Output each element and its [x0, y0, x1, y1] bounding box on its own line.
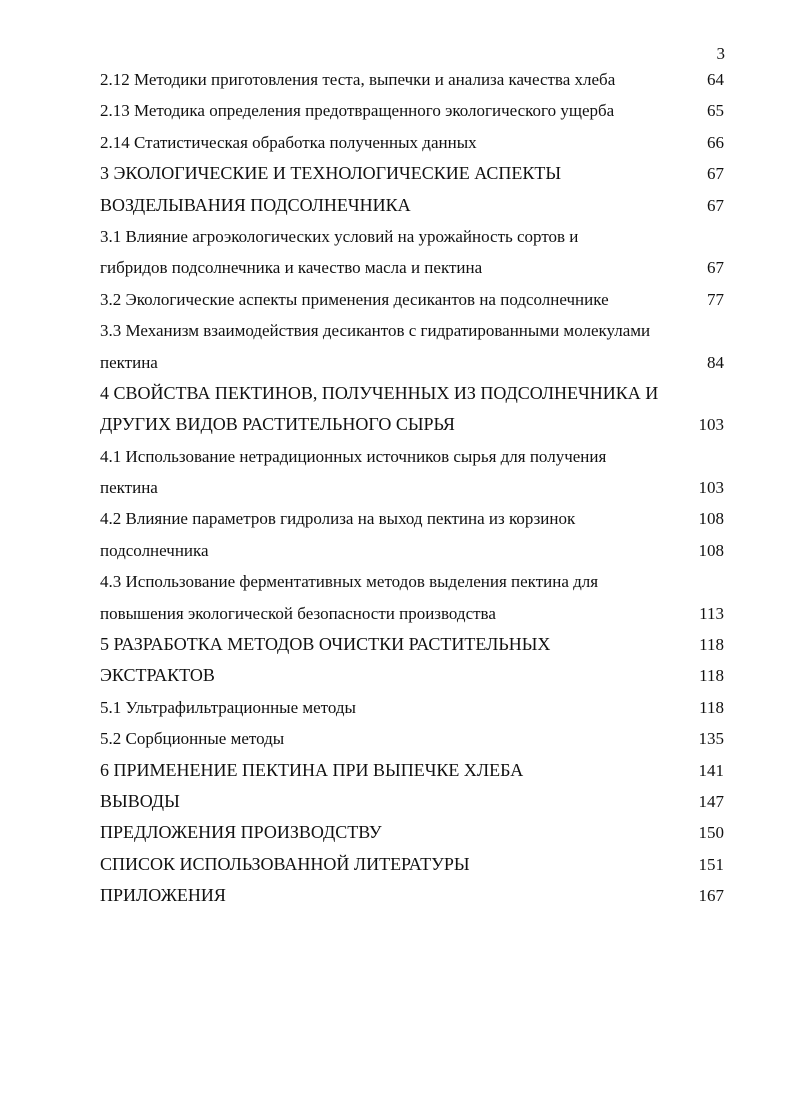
toc-entry-title: 3.2 Экологические аспекты применения десикантов на подсолнечнике: [100, 289, 609, 309]
toc-entry: [100, 127, 724, 158]
toc-entry-page: 103: [698, 415, 724, 435]
toc-entry: [100, 315, 724, 346]
toc-entry-page: 65: [707, 101, 724, 121]
toc-entry-title: 5.1 Ультрафильтрационные методы: [100, 697, 356, 717]
toc-entry: [100, 817, 724, 848]
toc-entry-title: гибридов подсолнечника и качество масла и пектина: [100, 258, 483, 278]
toc-entry-page: 77: [707, 289, 724, 309]
toc-entry: [100, 378, 724, 409]
toc-entry-title: пектина: [100, 478, 158, 498]
toc-entry-title: ПРИЛОЖЕНИЯ: [100, 885, 226, 906]
toc-entry: [100, 347, 724, 378]
toc-entry-title: ДРУГИХ ВИДОВ РАСТИТЕЛЬНОГО СЫРЬЯ: [100, 414, 455, 435]
toc-entry-title: 2.12 Методики приготовления теста, выпечки и анализа качества хлеба: [100, 70, 616, 89]
toc-entry-title: ЭКСТРАКТОВ: [100, 665, 215, 686]
toc-entry-page: 108: [698, 540, 724, 560]
toc-entry-page: 147: [698, 791, 724, 811]
toc-entry: [100, 441, 724, 472]
toc-entry-page: 151: [698, 854, 724, 874]
toc-entry-title: ВОЗДЕЛЫВАНИЯ ПОДСОЛНЕЧНИКА: [100, 194, 411, 215]
toc-entry: [100, 660, 724, 691]
toc-entry-title: подсолнечника: [100, 540, 209, 560]
toc-entry-page: 167: [698, 886, 724, 906]
toc-entry-page: 67: [707, 164, 724, 184]
toc-entry-page: 66: [707, 132, 724, 152]
toc-entry-page: 135: [698, 729, 724, 749]
toc-entry-page: 118: [699, 635, 724, 655]
toc-entry-page: 118: [699, 666, 724, 686]
toc-entry-page: 150: [698, 823, 724, 843]
toc-entry: [100, 284, 724, 315]
toc-entry: [100, 409, 724, 440]
toc-entry-title: 4.1 Использование нетрадиционных источников сырья для получения: [100, 446, 607, 466]
toc-entry: [100, 692, 724, 723]
toc-entry: [100, 158, 724, 189]
toc-entry-title: 5 РАЗРАБОТКА МЕТОДОВ ОЧИСТКИ РАСТИТЕЛЬНЫХ: [100, 634, 551, 655]
toc-entry: [100, 64, 724, 95]
toc-entry-title: 3 ЭКОЛОГИЧЕСКИЕ И ТЕХНОЛОГИЧЕСКИЕ АСПЕКТЫ: [100, 163, 562, 184]
toc-entry: [100, 95, 724, 126]
toc-entry: [100, 566, 724, 597]
toc-entry-title: пектина: [100, 352, 158, 372]
toc-entry-title: 4 СВОЙСТВА ПЕКТИНОВ, ПОЛУЧЕННЫХ ИЗ ПОДСОЛНЕЧНИКА И: [100, 382, 659, 403]
toc-entry: [100, 755, 724, 786]
toc-entry-page: 108: [698, 509, 724, 529]
toc-entry-title: 5.2 Сорбционные методы: [100, 729, 285, 749]
toc-entry: [100, 472, 724, 503]
toc-entry: [100, 723, 724, 754]
toc-entry: [100, 598, 724, 629]
toc-entry-page: 67: [707, 258, 724, 278]
toc-entry: [100, 535, 724, 566]
toc-entry-title: 4.3 Использование ферментативных методов выделения пектина для: [100, 572, 599, 592]
toc-entry: [100, 252, 724, 283]
toc-entry-title: 4.2 Влияние параметров гидролиза на выход пектина из корзинок: [100, 509, 576, 529]
toc-entry-page: 113: [699, 603, 724, 623]
toc-entry-title: ВЫВОДЫ: [100, 790, 180, 811]
toc-entry-title: СПИСОК ИСПОЛЬЗОВАННОЙ ЛИТЕРАТУРЫ: [100, 853, 470, 874]
toc-entry-page: 67: [707, 195, 724, 215]
toc-entry-title: 2.14 Статистическая обработка полученных данных: [100, 132, 477, 152]
toc-entry: [100, 849, 724, 880]
toc-entry: [100, 221, 724, 252]
toc-entry-title: повышения экологической безопасности производства: [100, 603, 496, 623]
toc-entry-page: 118: [699, 697, 724, 717]
toc-entry: [100, 880, 724, 911]
toc-entry-title: 6 ПРИМЕНЕНИЕ ПЕКТИНА ПРИ ВЫПЕЧКЕ ХЛЕБА: [100, 759, 524, 780]
toc-entry-page: 84: [707, 352, 724, 372]
page-number: 3: [716, 44, 725, 63]
toc-entry-page: 141: [698, 760, 724, 780]
toc-entry-title: 2.13 Методика определения предотвращенного экологического ущерба: [100, 101, 615, 121]
toc-entry: [100, 629, 724, 660]
toc-entry: [100, 190, 724, 221]
toc-entry: [100, 503, 724, 534]
toc-entry-title: 3.3 Механизм взаимодействия десикантов с гидратированными молекулами: [100, 321, 651, 341]
toc-entry-title: ПРЕДЛОЖЕНИЯ ПРОИЗВОДСТВУ: [100, 822, 382, 843]
toc-entry-page: 64: [707, 70, 724, 89]
toc-entry-page: 103: [698, 478, 724, 498]
table-of-contents: [100, 64, 724, 912]
toc-entry-title: 3.1 Влияние агроэкологических условий на урожайность сортов и: [100, 226, 579, 246]
toc-entry: [100, 786, 724, 817]
